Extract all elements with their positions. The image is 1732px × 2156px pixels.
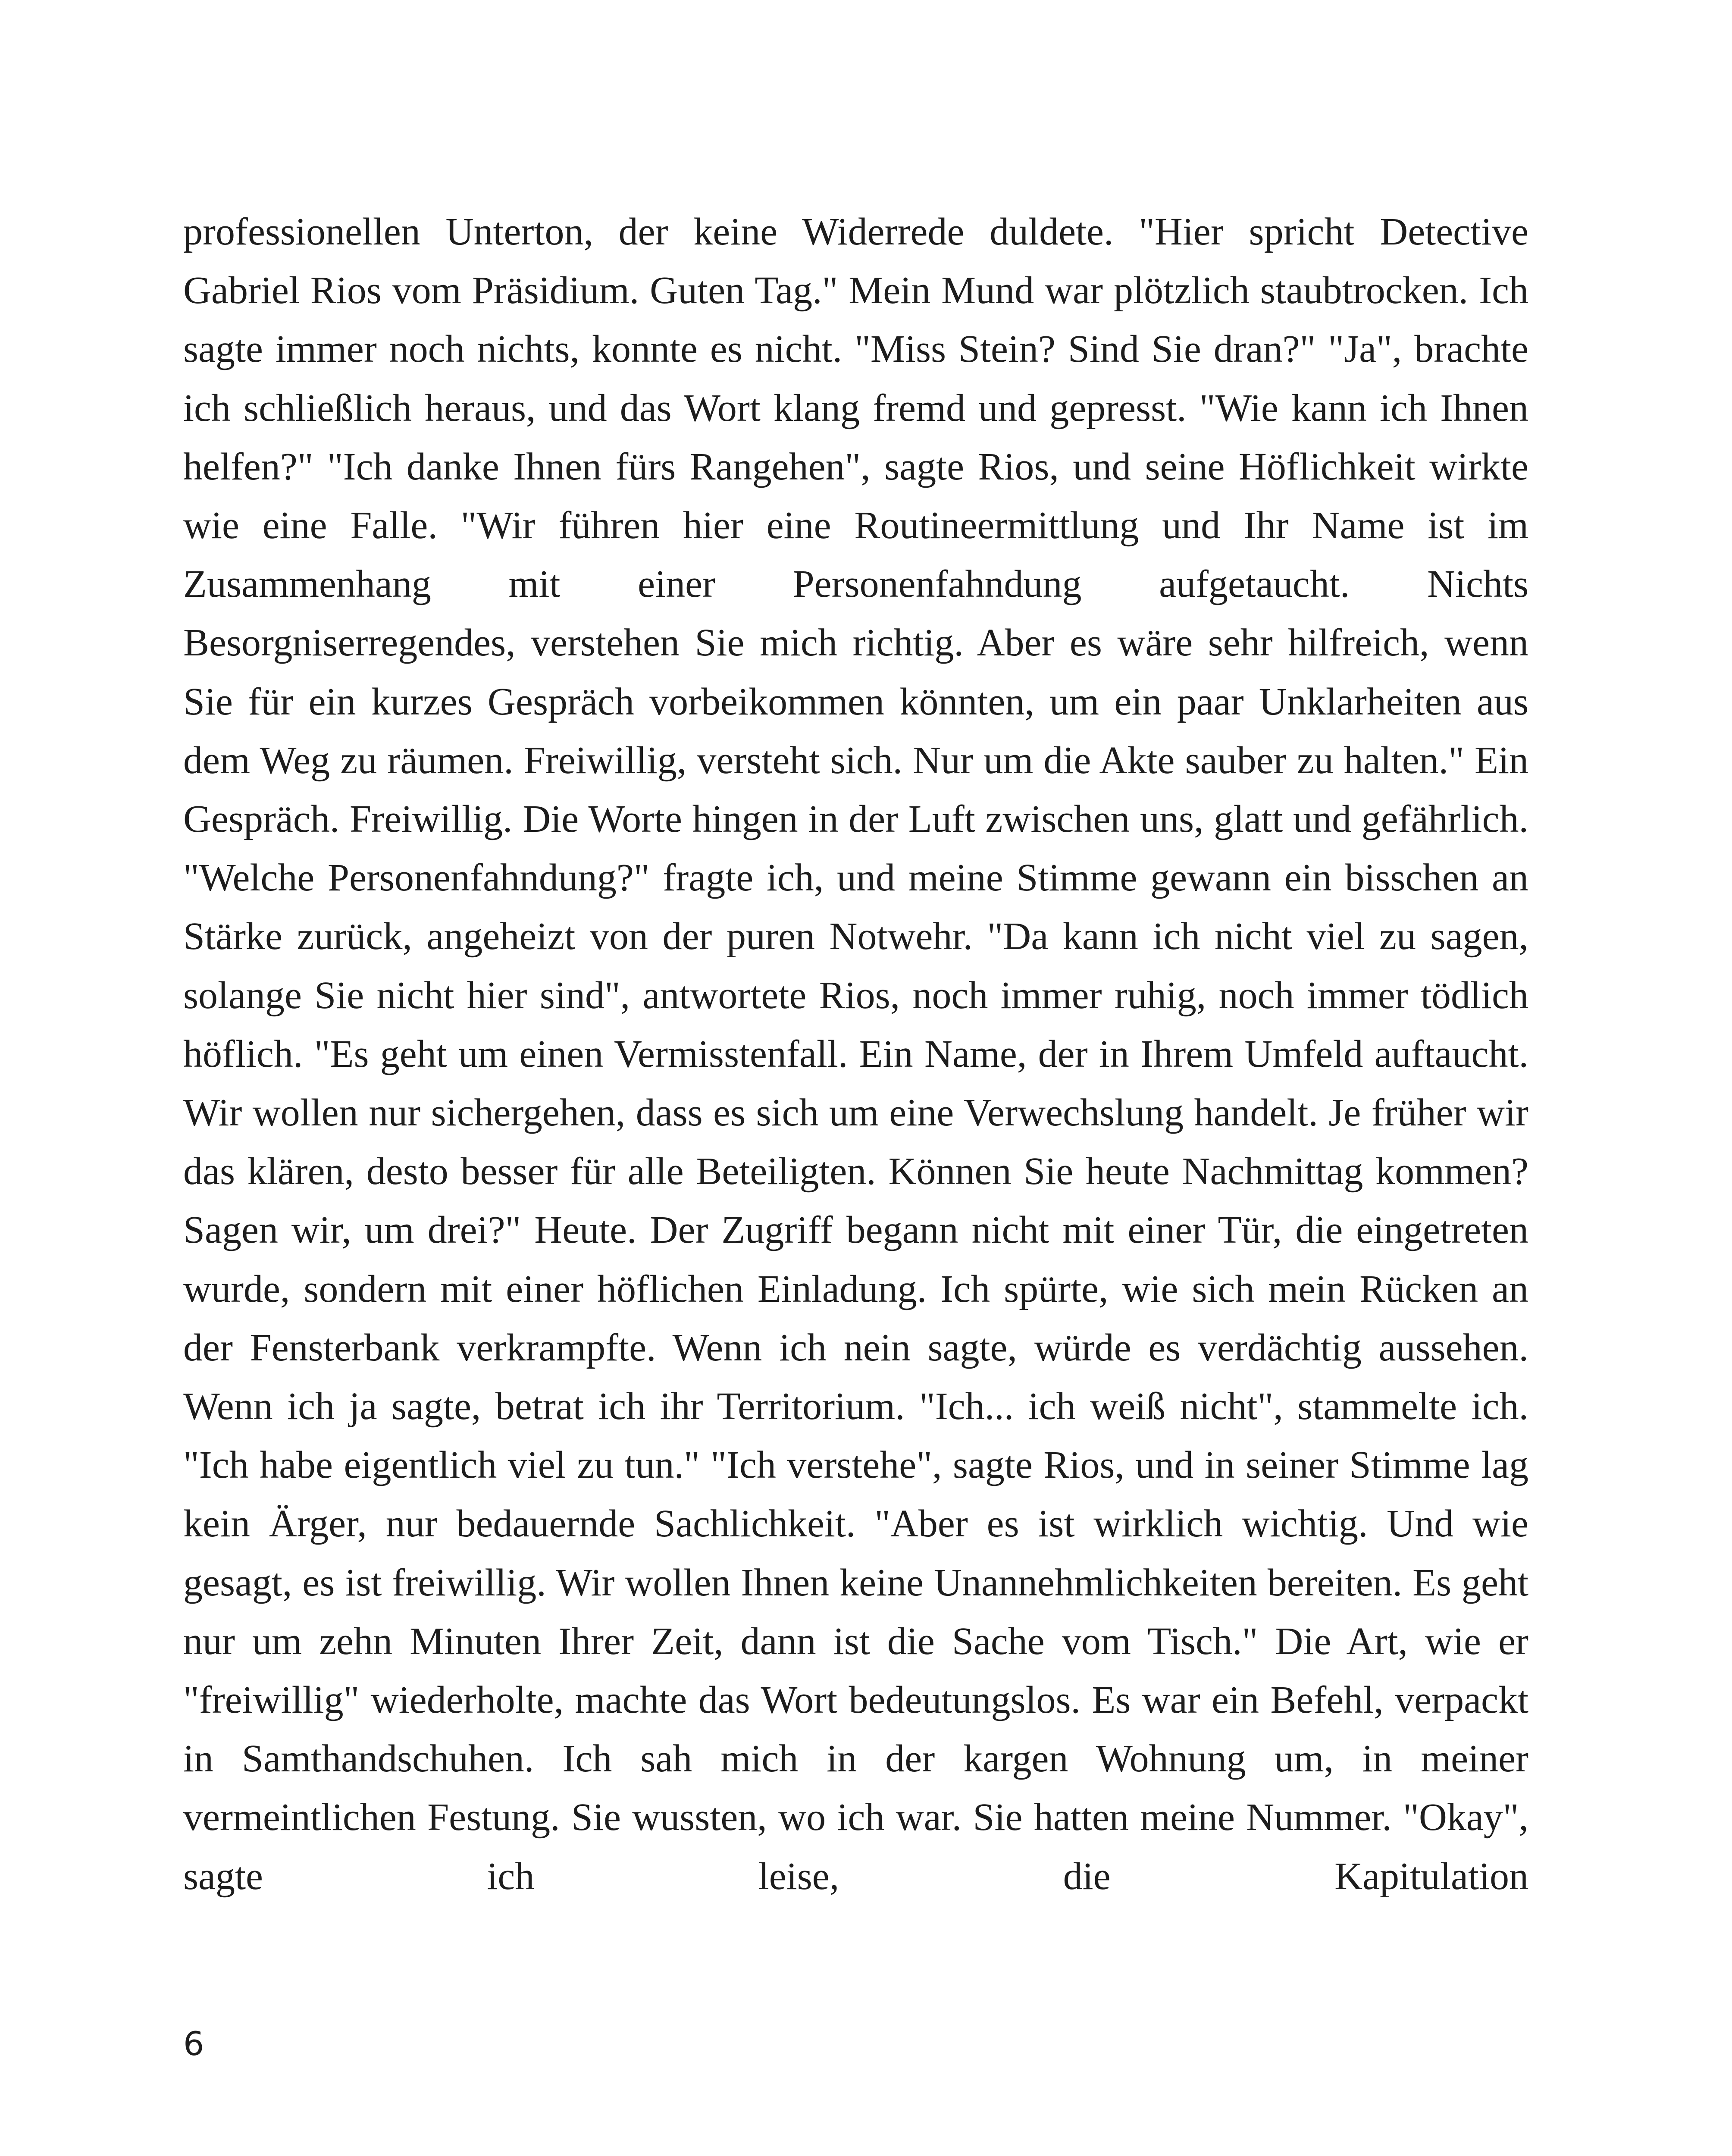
page-number: 6	[183, 2024, 204, 2063]
body-paragraph: professionellen Unterton, der keine Widerrede duldete. "Hier spricht Detective Gabriel Rios vom Präsidium. Guten Tag." Mein Mund war plötzlich staubtrocken. Ich sagte immer noch nichts, konnte es nicht. "Miss Stein? Sind Sie dran?" "Ja", brachte ich schließlich heraus, und das Wort klang fremd und gepresst. "Wie kann ich Ihnen helfen?" "Ich danke Ihnen fürs Rangehen", sagte Rios, und seine Höflichkeit wirkte wie eine Falle. "Wir führen hier eine Routineermittlung und Ihr Name ist im Zusammenhang mit einer Personenfahndung aufgetaucht. Nichts Besorgniserregendes, verstehen Sie mich richtig. Aber es wäre sehr hilfreich, wenn Sie für ein kurzes Gespräch vorbeikommen könnten, um ein paar Unklarheiten aus dem Weg zu räumen. Freiwillig, versteht sich. Nur um die Akte sauber zu halten." Ein Gespräch. Freiwillig. Die Worte hingen in der Luft zwischen uns, glatt und gefährlich. "Welche Personenfahndung?" fragte ich, und meine Stimme gewann ein bisschen an Stärke zurück, angeheizt von der puren Notwehr. "Da kann ich nicht viel zu sagen, solange Sie nicht hier sind", antwortete Rios, noch immer ruhig, noch immer tödlich höflich. "Es geht um einen Vermisstenfall. Ein Name, der in Ihrem Umfeld auftaucht. Wir wollen nur sichergehen, dass es sich um eine Verwechslung handelt. Je früher wir das klären, desto besser für alle Beteiligten. Können Sie heute Nachmittag kommen? Sagen wir, um drei?" Heute. Der Zugriff begann nicht mit einer Tür, die eingetreten wurde, sondern mit einer höflichen Einladung. Ich spürte, wie sich mein Rücken an der Fensterbank verkrampfte. Wenn ich nein sagte, würde es verdächtig aussehen. Wenn ich ja sagte, betrat ich ihr Territorium. "Ich... ich weiß nicht", stammelte ich. "Ich habe eigentlich viel zu tun." "Ich verstehe", sagte Rios, und in seiner Stimme lag kein Ärger, nur bedauernde Sachlichkeit. "Aber es ist wirklich wichtig. Und wie gesagt, es ist freiwillig. Wir wollen Ihnen keine Unannehmlichkeiten bereiten. Es geht nur um zehn Minuten Ihrer Zeit, dann ist die Sache vom Tisch." Die Art, wie er "freiwillig" wiederholte, machte das Wort bedeutungslos. Es war ein Befehl, verpackt in Samthandschuhen. Ich sah mich in der kargen Wohnung um, in meiner vermeintlichen Festung. Sie wussten, wo ich war. Sie hatten meine Nummer. "Okay", sagte ich leise, die Kapitulation	[183, 210, 1528, 1898]
